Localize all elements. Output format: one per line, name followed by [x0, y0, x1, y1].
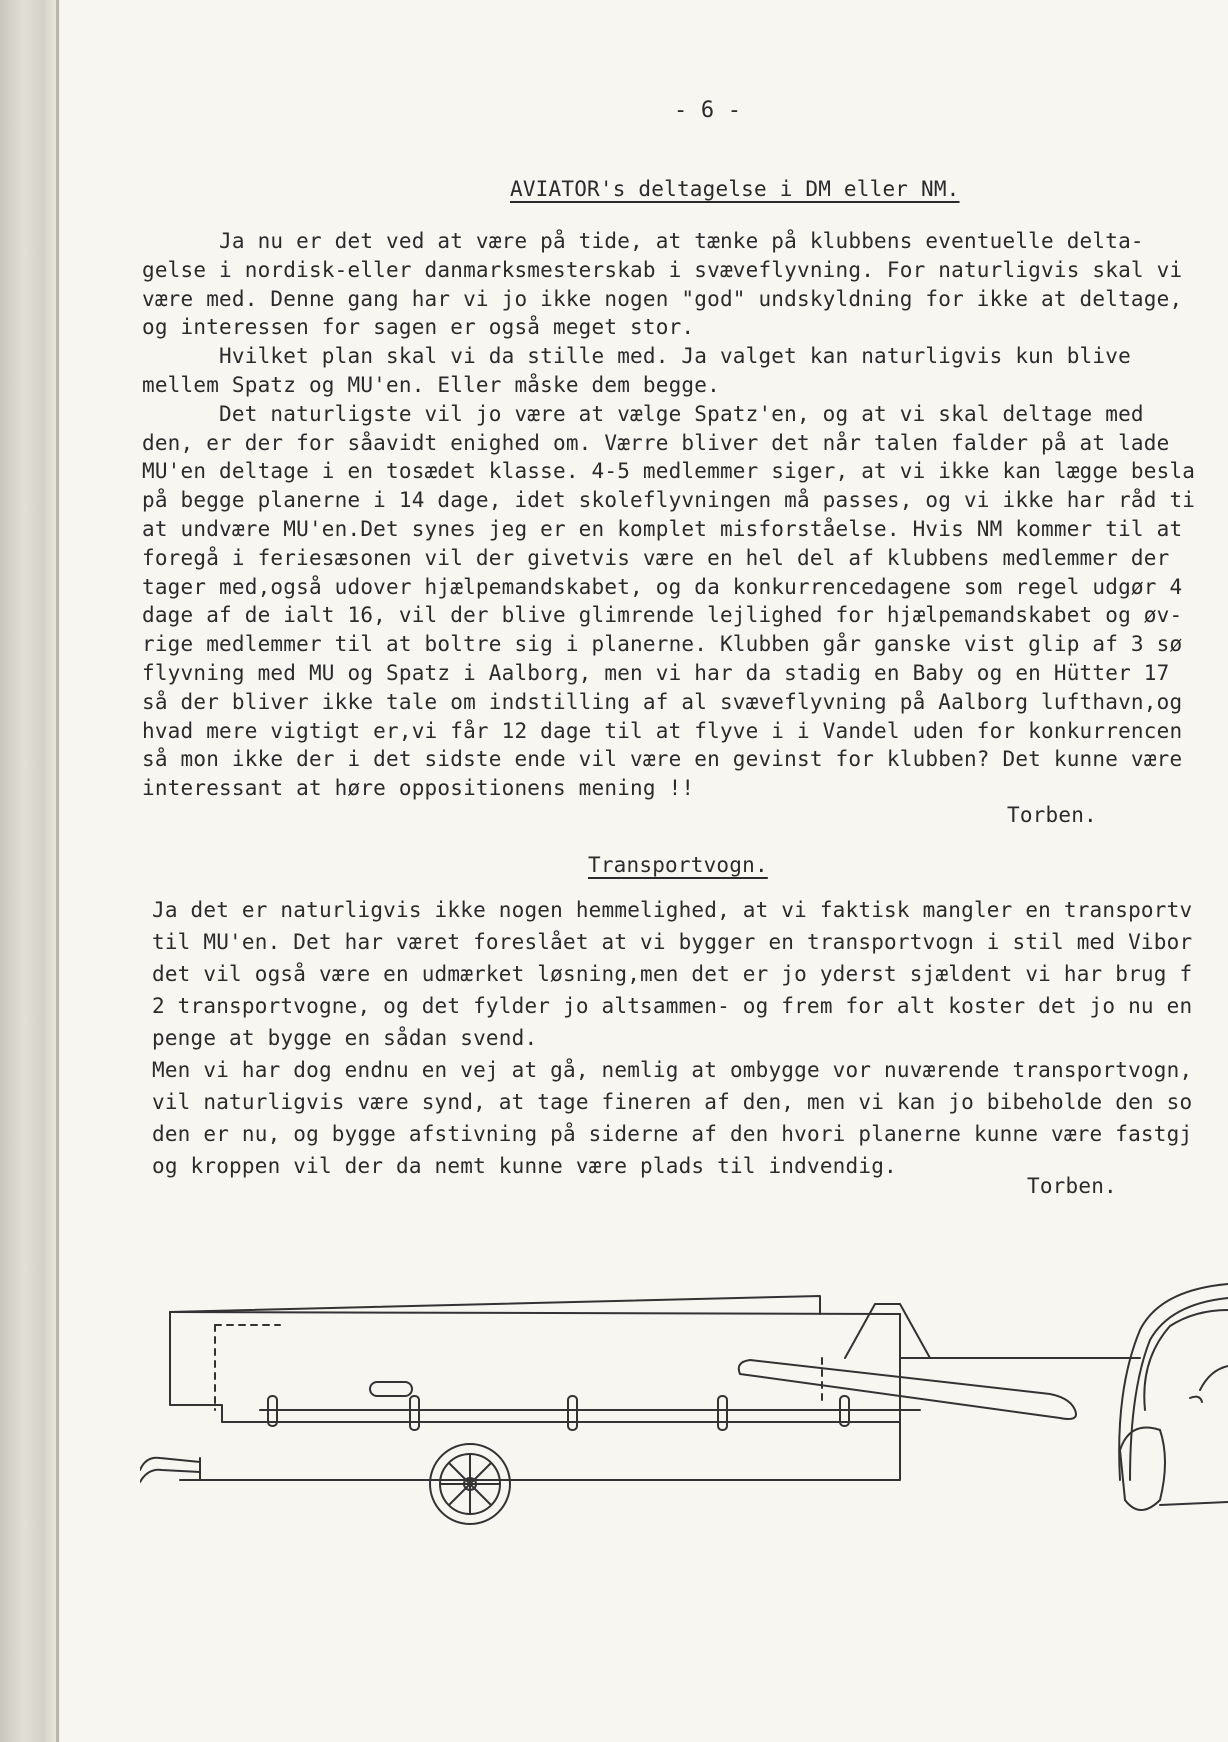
- text-line: foregå i feriesæsonen vil der givetvis være en hel del af klubbens medlemmer der: [142, 545, 1170, 570]
- text-line: interessant at høre oppositionens mening !!: [142, 776, 695, 801]
- text-line: tager med,også udover hjælpemandskabet, og da konkurrencedagene som regel udgør 4: [142, 574, 1183, 599]
- text-line: gelse i nordisk-eller danmarksmesterskab i svæveflyvning. For naturligvis skal vi: [142, 257, 1183, 282]
- text-line: Men vi har dog endnu en vej at gå, nemlig at ombygge vor nuværende transportvogn,: [152, 1058, 1193, 1082]
- text-line: Ja nu er det ved at være på tide, at tænke på klubbens eventuelle delta-: [142, 229, 1144, 253]
- text-line: 2 transportvogne, og det fylder jo altsammen- og frem for alt koster det jo nu en: [152, 994, 1193, 1018]
- text-line: Ja det er naturligvis ikke nogen hemmelighed, at vi faktisk mangler en transportv: [152, 898, 1193, 922]
- text-line: og kroppen vil der da nemt kunne være plads til indvendig.: [152, 1154, 897, 1178]
- text-line: den er nu, og bygge afstivning på siderne af den hvori planerne kunne være fastgj: [152, 1122, 1193, 1146]
- typewritten-page: [60, 0, 1228, 1742]
- page-number: - 6 -: [674, 98, 742, 123]
- text-line: Det naturligste vil jo være at vælge Spatz'en, og at vi skal deltage med: [142, 401, 1144, 426]
- car-sketch: [1119, 1284, 1228, 1510]
- text-line: rige medlemmer til at boltre sig i planerne. Klubben går ganske vist glip af 3 sø: [142, 632, 1183, 657]
- binder-margin: [0, 0, 62, 1742]
- text-line: dage af de ialt 16, vil der blive glimrende lejlighed for hjælpemandskabet og øv-: [142, 603, 1183, 628]
- binder-edge: [56, 0, 59, 1742]
- article-signature-aviator: Torben.: [1007, 803, 1097, 827]
- article-heading-aviator: AVIATOR's deltagelse i DM eller NM.: [510, 177, 960, 201]
- text-line: så der bliver ikke tale om indstilling af al svæveflyvning på Aalborg lufthavn,og: [142, 689, 1183, 714]
- text-line: MU'en deltage i en tosædet klasse. 4-5 medlemmer siger, at vi ikke kan lægge besla: [142, 459, 1196, 484]
- text-line: vil naturligvis være synd, at tage fineren af den, men vi kan jo bibeholde den so: [152, 1090, 1193, 1114]
- trailer-sketch-illustration: [140, 1270, 1228, 1600]
- text-line: at undvære MU'en.Det synes jeg er en komplet misforståelse. Hvis NM kommer til at: [142, 517, 1183, 541]
- text-line: hvad mere vigtigt er,vi får 12 dage til at flyve i i Vandel uden for konkurrencen: [142, 718, 1183, 743]
- article-signature-transportvogn: Torben.: [1027, 1174, 1117, 1198]
- text-line: mellem Spatz og MU'en. Eller måske dem begge.: [142, 373, 720, 397]
- trailer-wheel-sketch: [430, 1444, 510, 1524]
- trailer-body-sketch: [140, 1296, 1140, 1482]
- text-line: penge at bygge en sådan svend.: [152, 1026, 538, 1050]
- article-heading-transportvogn: Transportvogn.: [588, 853, 768, 877]
- text-line: og interessen for sagen er også meget stor.: [142, 315, 695, 340]
- text-line: det vil også være en udmærket løsning,men det er jo yderst sjældent vi har brug f: [152, 962, 1193, 986]
- text-line: Hvilket plan skal vi da stille med. Ja valget kan naturligvis kun blive: [142, 344, 1131, 369]
- text-line: den, er der for såavidt enighed om. Værre bliver det når talen falder på at lade: [142, 430, 1170, 455]
- text-line: være med. Denne gang har vi jo ikke nogen "god" undskyldning for ikke at deltage,: [142, 286, 1183, 311]
- text-line: flyvning med MU og Spatz i Aalborg, men vi har da stadig en Baby og en Hütter 17: [142, 661, 1170, 685]
- text-line: så mon ikke der i det sidste ende vil være en gevinst for klubben? Det kunne være: [142, 747, 1183, 772]
- text-line: på begge planerne i 14 dage, idet skoleflyvningen må passes, og vi ikke har råd ti: [142, 488, 1196, 513]
- text-line: til MU'en. Det har været foreslået at vi bygger en transportvogn i stil med Vibor: [152, 930, 1193, 954]
